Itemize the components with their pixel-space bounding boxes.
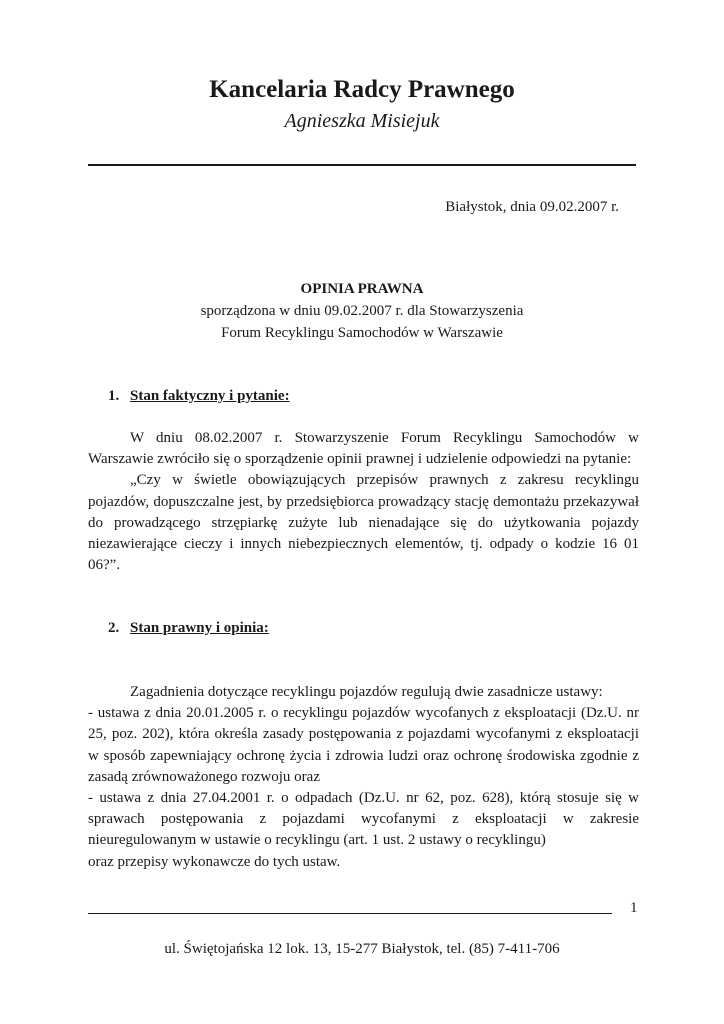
section2-item-2: - ustawa z dnia 27.04.2001 r. o odpadach (Dz.U. nr 62, poz. 628), którą stosuje się w sprawach postępowania z pojazdami wycofanymi z eksploatacji w zakresie nieuregulowanym w ustawie o recyklingu (art. 1 ust. 2 ustawy o recyklingu) xyxy=(88,790,639,849)
section1-intro: W dniu 08.02.2007 r. Stowarzyszenie Forum Recyklingu Samochodów w Warszawie zwróciło się o sporządzenie opinii prawnej i udzielenie odpowiedzi na pytanie: xyxy=(88,430,639,468)
opinion-subtitle-line2: Forum Recyklingu Samochodów w Warszawie xyxy=(221,325,503,341)
header-divider xyxy=(88,164,636,166)
footer-divider xyxy=(88,913,612,914)
section2-closing: oraz przepisy wykonawcze do tych ustaw. xyxy=(88,853,341,870)
opinion-subtitle-line1: sporządzona w dniu 09.02.2007 r. dla Stowarzyszenia xyxy=(200,303,524,319)
section1-question: „Czy w świetle obowiązujących przepisów prawnych z zakresu recyklingu pojazdów, dopuszczalne jest, by przedsiębiorca prowadzący stację demontażu przekazywał do prowadzącego strzępiarkę zużyte lub nienadające się do użytkowania pojazdy niezawierające cieczy i innych niebezpiecznych elementów, tj. odpady o kodzie 16 01 06?”. xyxy=(88,472,639,574)
section1-number: 1. xyxy=(108,388,120,404)
section1-title: Stan faktyczny i pytanie: xyxy=(130,388,290,404)
section2-body xyxy=(88,682,639,873)
page-number: 1 xyxy=(630,900,638,916)
lawyer-name: Agnieszka Misiejuk xyxy=(284,110,440,132)
section2-number: 2. xyxy=(108,620,120,636)
section2-intro: Zagadnienia dotyczące recyklingu pojazdów regulują dwie zasadnicze ustawy: xyxy=(130,684,603,700)
place-and-date: Białystok, dnia 09.02.2007 r. xyxy=(445,199,619,215)
section2-item-1: - ustawa z dnia 20.01.2005 r. o recyklingu pojazdów wycofanych z eksploatacji (Dz.U. nr 25, poz. 202), która określa zasady postępowania z pojazdami wycofanymi z eksploatacji w sposób zapewniający ochronę życia i zdrowia ludzi oraz ochronę środowiska zgodnie z zasadą zrównoważonego rozwoju oraz xyxy=(88,705,639,785)
section1-heading xyxy=(108,388,290,405)
firm-title: Kancelaria Radcy Prawnego xyxy=(209,76,515,103)
section1-body xyxy=(88,428,639,576)
section2-title: Stan prawny i opinia: xyxy=(130,620,269,636)
opinion-title: OPINIA PRAWNA xyxy=(300,281,424,297)
footer-address: ul. Świętojańska 12 lok. 13, 15-277 Białystok, tel. (85) 7-411-706 xyxy=(164,941,560,957)
section2-heading xyxy=(108,620,269,637)
